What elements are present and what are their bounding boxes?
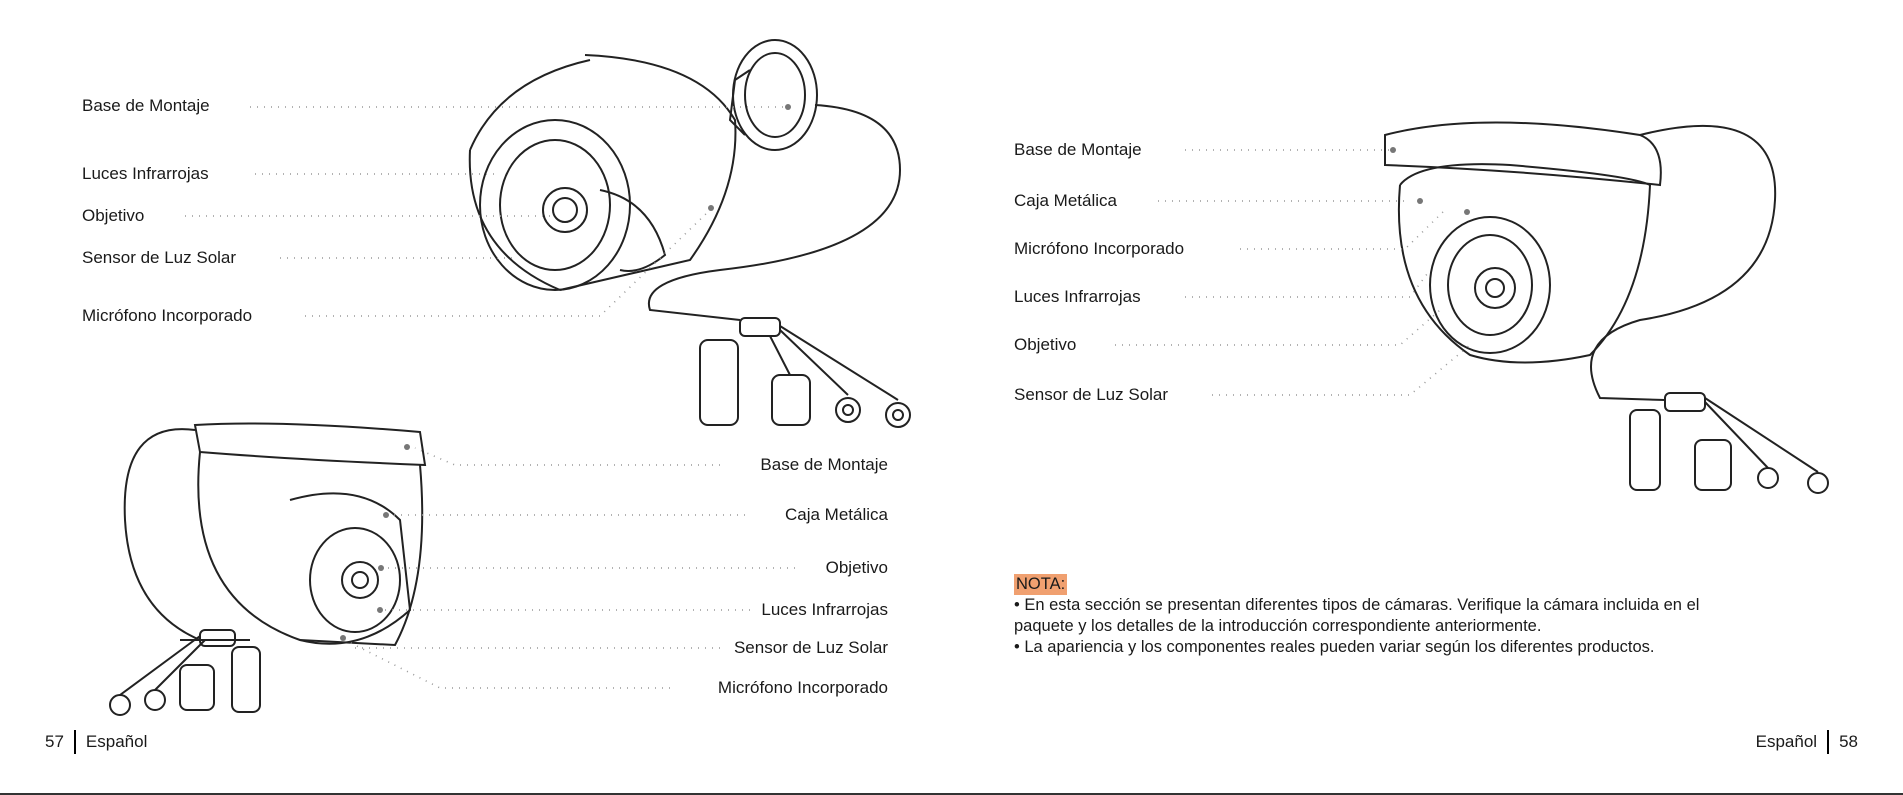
footer-divider-left [74,730,76,754]
bullet-camera-drawing [470,40,900,320]
dome-right-label-microphone: Micrófono Incorporado [1014,239,1185,258]
bullet-label-lens: Objetivo [82,206,145,225]
dome-right-label-metal-case: Caja Metálica [1014,191,1117,210]
dome-left-label-mount-base: Base de Montaje [760,455,888,474]
note-line-2: paquete y los detalles de la introducción correspondiente anteriormente. [1014,617,1542,635]
bullet-label-microphone: Micrófono Incorporado [82,306,253,325]
footer-divider-right [1827,730,1829,754]
note-block [1014,574,1814,658]
footer-right [1756,730,1858,754]
dome-left-connectors [110,630,260,715]
dome-left-label-metal-case: Caja Metálica [785,505,888,524]
page-number-left: 57 [45,732,64,751]
bullet-label-ir-lights: Luces Infrarrojas [82,164,209,183]
dome-camera-right-drawing [1385,123,1775,401]
bullet-label-sunlight-sensor: Sensor de Luz Solar [82,248,237,267]
dome-left-label-microphone: Micrófono Incorporado [717,678,888,697]
dome-left-label-ir-lights: Luces Infrarrojas [761,600,888,619]
dome-right-label-lens: Objetivo [1014,335,1077,354]
note-line-1: • En esta sección se presentan diferentes tipos de cámaras. Verifique la cámara incluida en el [1014,596,1700,614]
dome-right-connectors [1630,393,1828,493]
page-number-right: 58 [1839,732,1858,751]
note-tag: NOTA: [1016,575,1066,593]
footer-left [45,730,147,754]
dome-left-label-sunlight-sensor: Sensor de Luz Solar [733,638,888,657]
dome-left-label-lens: Objetivo [825,558,888,577]
dome-right-label-ir-lights: Luces Infrarrojas [1014,287,1141,306]
dome-right-label-mount-base: Base de Montaje [1014,140,1142,159]
language-left: Español [85,732,148,751]
leader-dots [340,104,1470,641]
language-right: Español [1755,732,1818,751]
bullet-label-mount-base: Base de Montaje [82,96,210,115]
bullet-cable-connectors [700,318,910,427]
note-line-3: • La apariencia y los componentes reales pueden variar según los diferentes productos. [1014,638,1655,656]
dome-right-label-sunlight-sensor: Sensor de Luz Solar [1014,385,1169,404]
